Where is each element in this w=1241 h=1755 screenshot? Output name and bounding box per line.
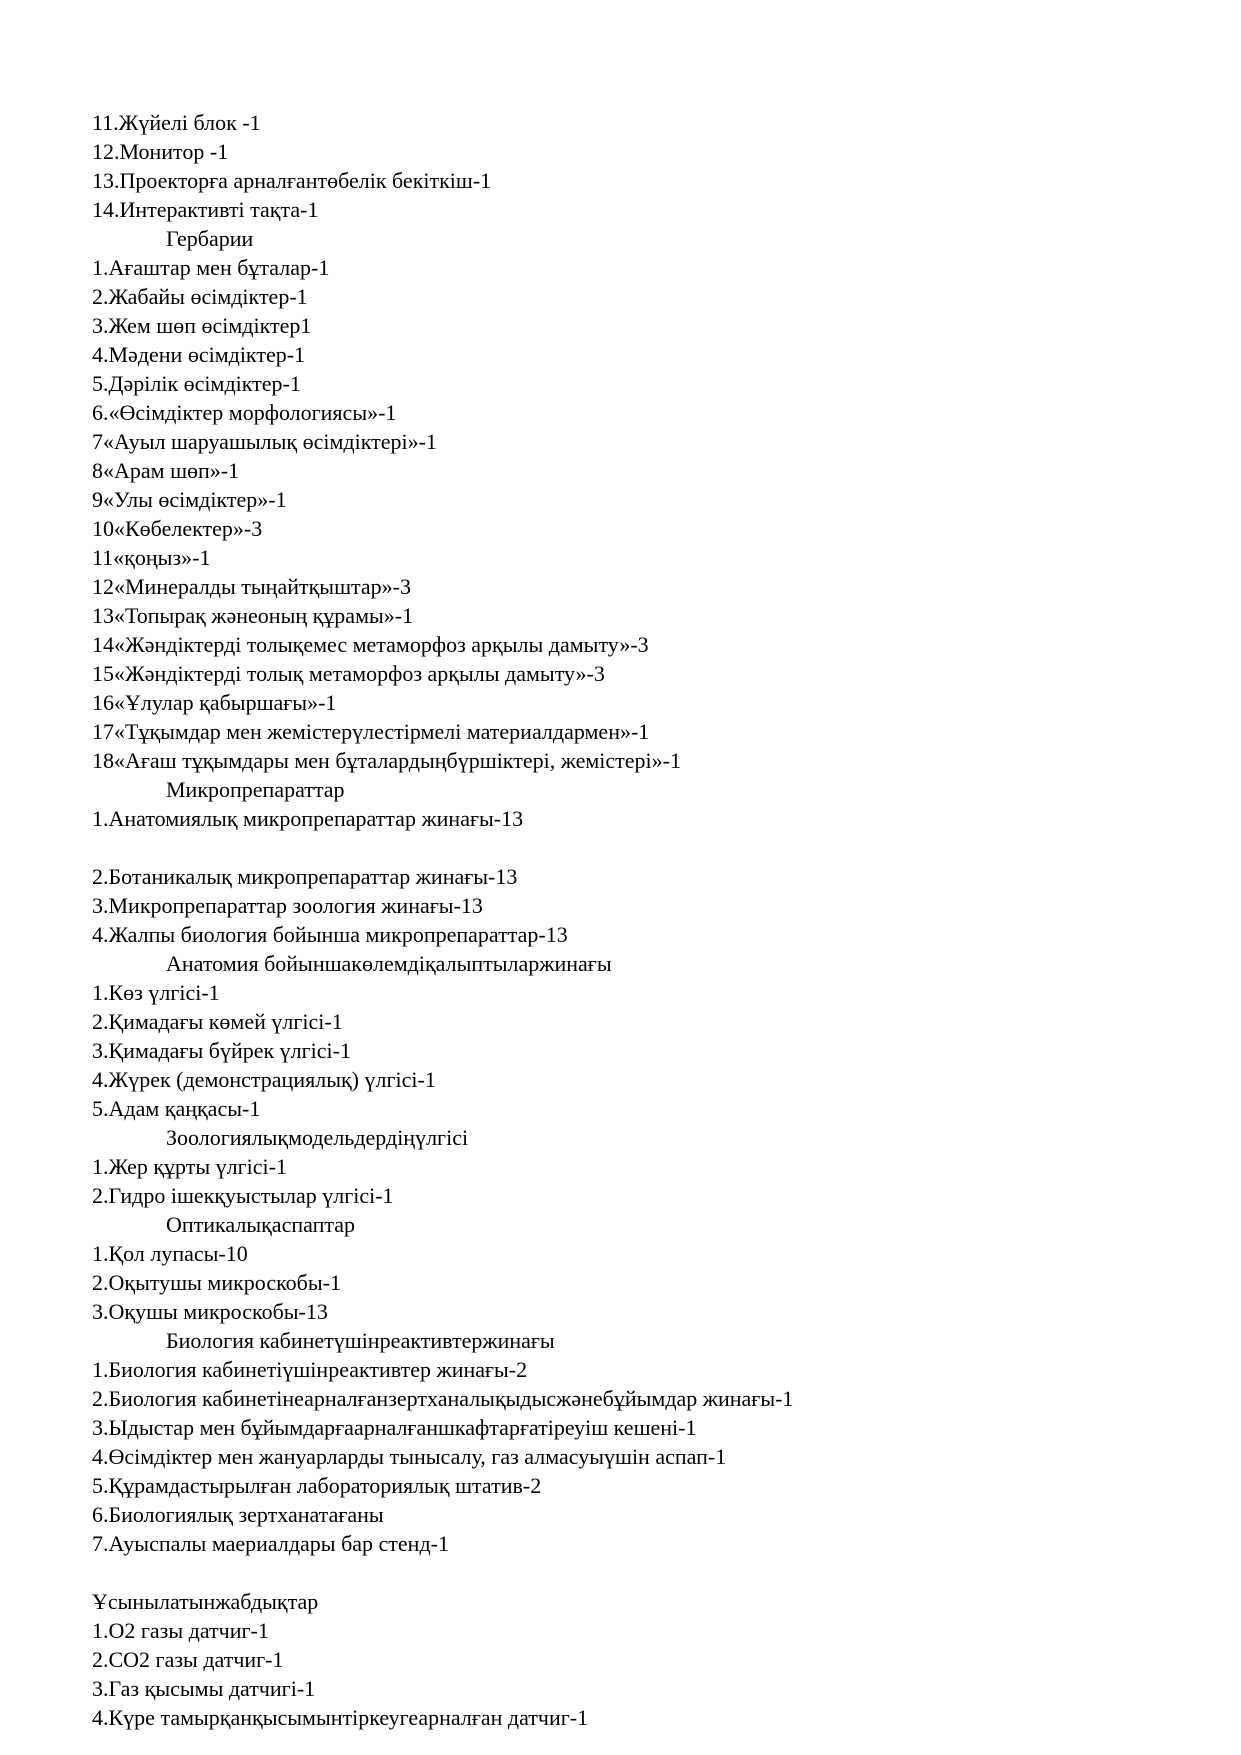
- list-item: 11«қоңыз»-1: [92, 545, 211, 570]
- list-item: 10«Көбелектер»-3: [92, 516, 263, 541]
- section-heading: Оптикалықаспаптар: [166, 1212, 356, 1237]
- list-item: 6.«Өсімдіктер морфологиясы»-1: [92, 400, 397, 425]
- list-item: 3.Оқушы микроскобы-13: [92, 1299, 328, 1324]
- blank-line: [92, 833, 1192, 862]
- list-item: 7«Ауыл шаруашылық өсімдіктері»-1: [92, 429, 437, 454]
- section-heading: Зоологиялықмодельдердіңүлгісі: [166, 1125, 469, 1150]
- section-heading: Биология кабинетүшінреактивтержинағы: [166, 1328, 555, 1353]
- list-item: 1.О2 газы датчиг-1: [92, 1618, 269, 1643]
- list-item: 1.Жер құрты үлгісі-1: [92, 1154, 287, 1179]
- list-item: 2.Жабайы өсімдіктер-1: [92, 284, 308, 309]
- list-item: 2.Ботаникалық микропрепараттар жинағы-13: [92, 864, 518, 889]
- list-item: 3.Жем шөп өсімдіктер1: [92, 313, 312, 338]
- list-item: 8«Арам шөп»-1: [92, 458, 240, 483]
- list-item: Ұсынылатынжабдықтар: [92, 1589, 319, 1614]
- section-heading: Анатомия бойыншакөлемдіқалыптыларжинағы: [166, 951, 612, 976]
- list-item: 1.Көз үлгісі-1: [92, 980, 220, 1005]
- list-item: 9«Улы өсімдіктер»-1: [92, 487, 287, 512]
- list-item: 5.Құрамдастырылған лабораториялық штатив-2: [92, 1473, 542, 1498]
- list-item: 3.Ыдыстар мен бұйымдарғаарналғаншкафтарғатіреуіш кешені-1: [92, 1415, 697, 1440]
- section-heading: Микропрепараттар: [166, 777, 345, 802]
- list-item: 1.Ағаштар мен бұталар-1: [92, 255, 330, 280]
- list-item: 4.Мәдени өсімдіктер-1: [92, 342, 306, 367]
- list-item: 5.Адам қаңқасы-1: [92, 1096, 261, 1121]
- list-item: 4.Жалпы биология бойынша микропрепараттар-13: [92, 922, 568, 947]
- list-item: 5.Дәрілік өсімдіктер-1: [92, 371, 301, 396]
- list-item: 2.Қимадағы көмей үлгісі-1: [92, 1009, 343, 1034]
- list-item: 14«Жәндіктерді толықемес метаморфоз арқылы дамыту»-3: [92, 632, 649, 657]
- list-item: 17«Тұқымдар мен жемістерүлестірмелі материалдармен»-1: [92, 719, 650, 744]
- list-item: 13.Проекторға арналғантөбелік бекіткіш-1: [92, 168, 492, 193]
- list-item: 2.Биология кабинетінеарналғанзертханалықыдысжәнебұйымдар жинағы-1: [92, 1386, 794, 1411]
- list-item: 12.Монитор -1: [92, 139, 229, 164]
- blank-line: [92, 1558, 1192, 1587]
- list-item: 3.Газ қысымы датчигі-1: [92, 1676, 316, 1701]
- list-item: 3.Қимадағы бүйрек үлгісі-1: [92, 1038, 351, 1063]
- document-body: [92, 108, 1192, 1732]
- list-item: 1.Биология кабинетіүшінреактивтер жинағы-2: [92, 1357, 528, 1382]
- list-item: 6.Биологиялық зертханатағаны: [92, 1502, 384, 1527]
- section-heading: Гербарии: [166, 226, 254, 251]
- list-item: 3.Микропрепараттар зоология жинағы-13: [92, 893, 483, 918]
- list-item: 4.Өсімдіктер мен жануарларды тынысалу, газ алмасуыүшін аспап-1: [92, 1444, 727, 1469]
- list-item: 2.Оқытушы микроскобы-1: [92, 1270, 341, 1295]
- list-item: 15«Жәндіктерді толық метаморфоз арқылы дамыту»-3: [92, 661, 605, 686]
- list-item: 4.Жүрек (демонстрациялық) үлгісі-1: [92, 1067, 436, 1092]
- list-item: 4.Күре тамырқанқысымынтіркеугеарналған датчиг-1: [92, 1705, 589, 1730]
- list-item: 12«Минералды тыңайтқыштар»-3: [92, 574, 411, 599]
- list-item: 2.Гидро ішекқуыстылар үлгісі-1: [92, 1183, 394, 1208]
- list-item: 1.Қол лупасы-10: [92, 1241, 248, 1266]
- list-item: 7.Ауыспалы маериалдары бар стенд-1: [92, 1531, 449, 1556]
- list-item: 14.Интерактивті тақта-1: [92, 197, 319, 222]
- list-item: 1.Анатомиялық микропрепараттар жинағы-13: [92, 806, 524, 831]
- list-item: 11.Жүйелі блок -1: [92, 110, 261, 135]
- list-item: 2.СО2 газы датчиг-1: [92, 1647, 284, 1672]
- list-item: 13«Топырақ жәнеоның құрамы»-1: [92, 603, 414, 628]
- list-item: 16«Ұлулар қабыршағы»-1: [92, 690, 337, 715]
- list-item: 18«Ағаш тұқымдары мен бұталардыңбүршіктері, жемістері»-1: [92, 748, 681, 773]
